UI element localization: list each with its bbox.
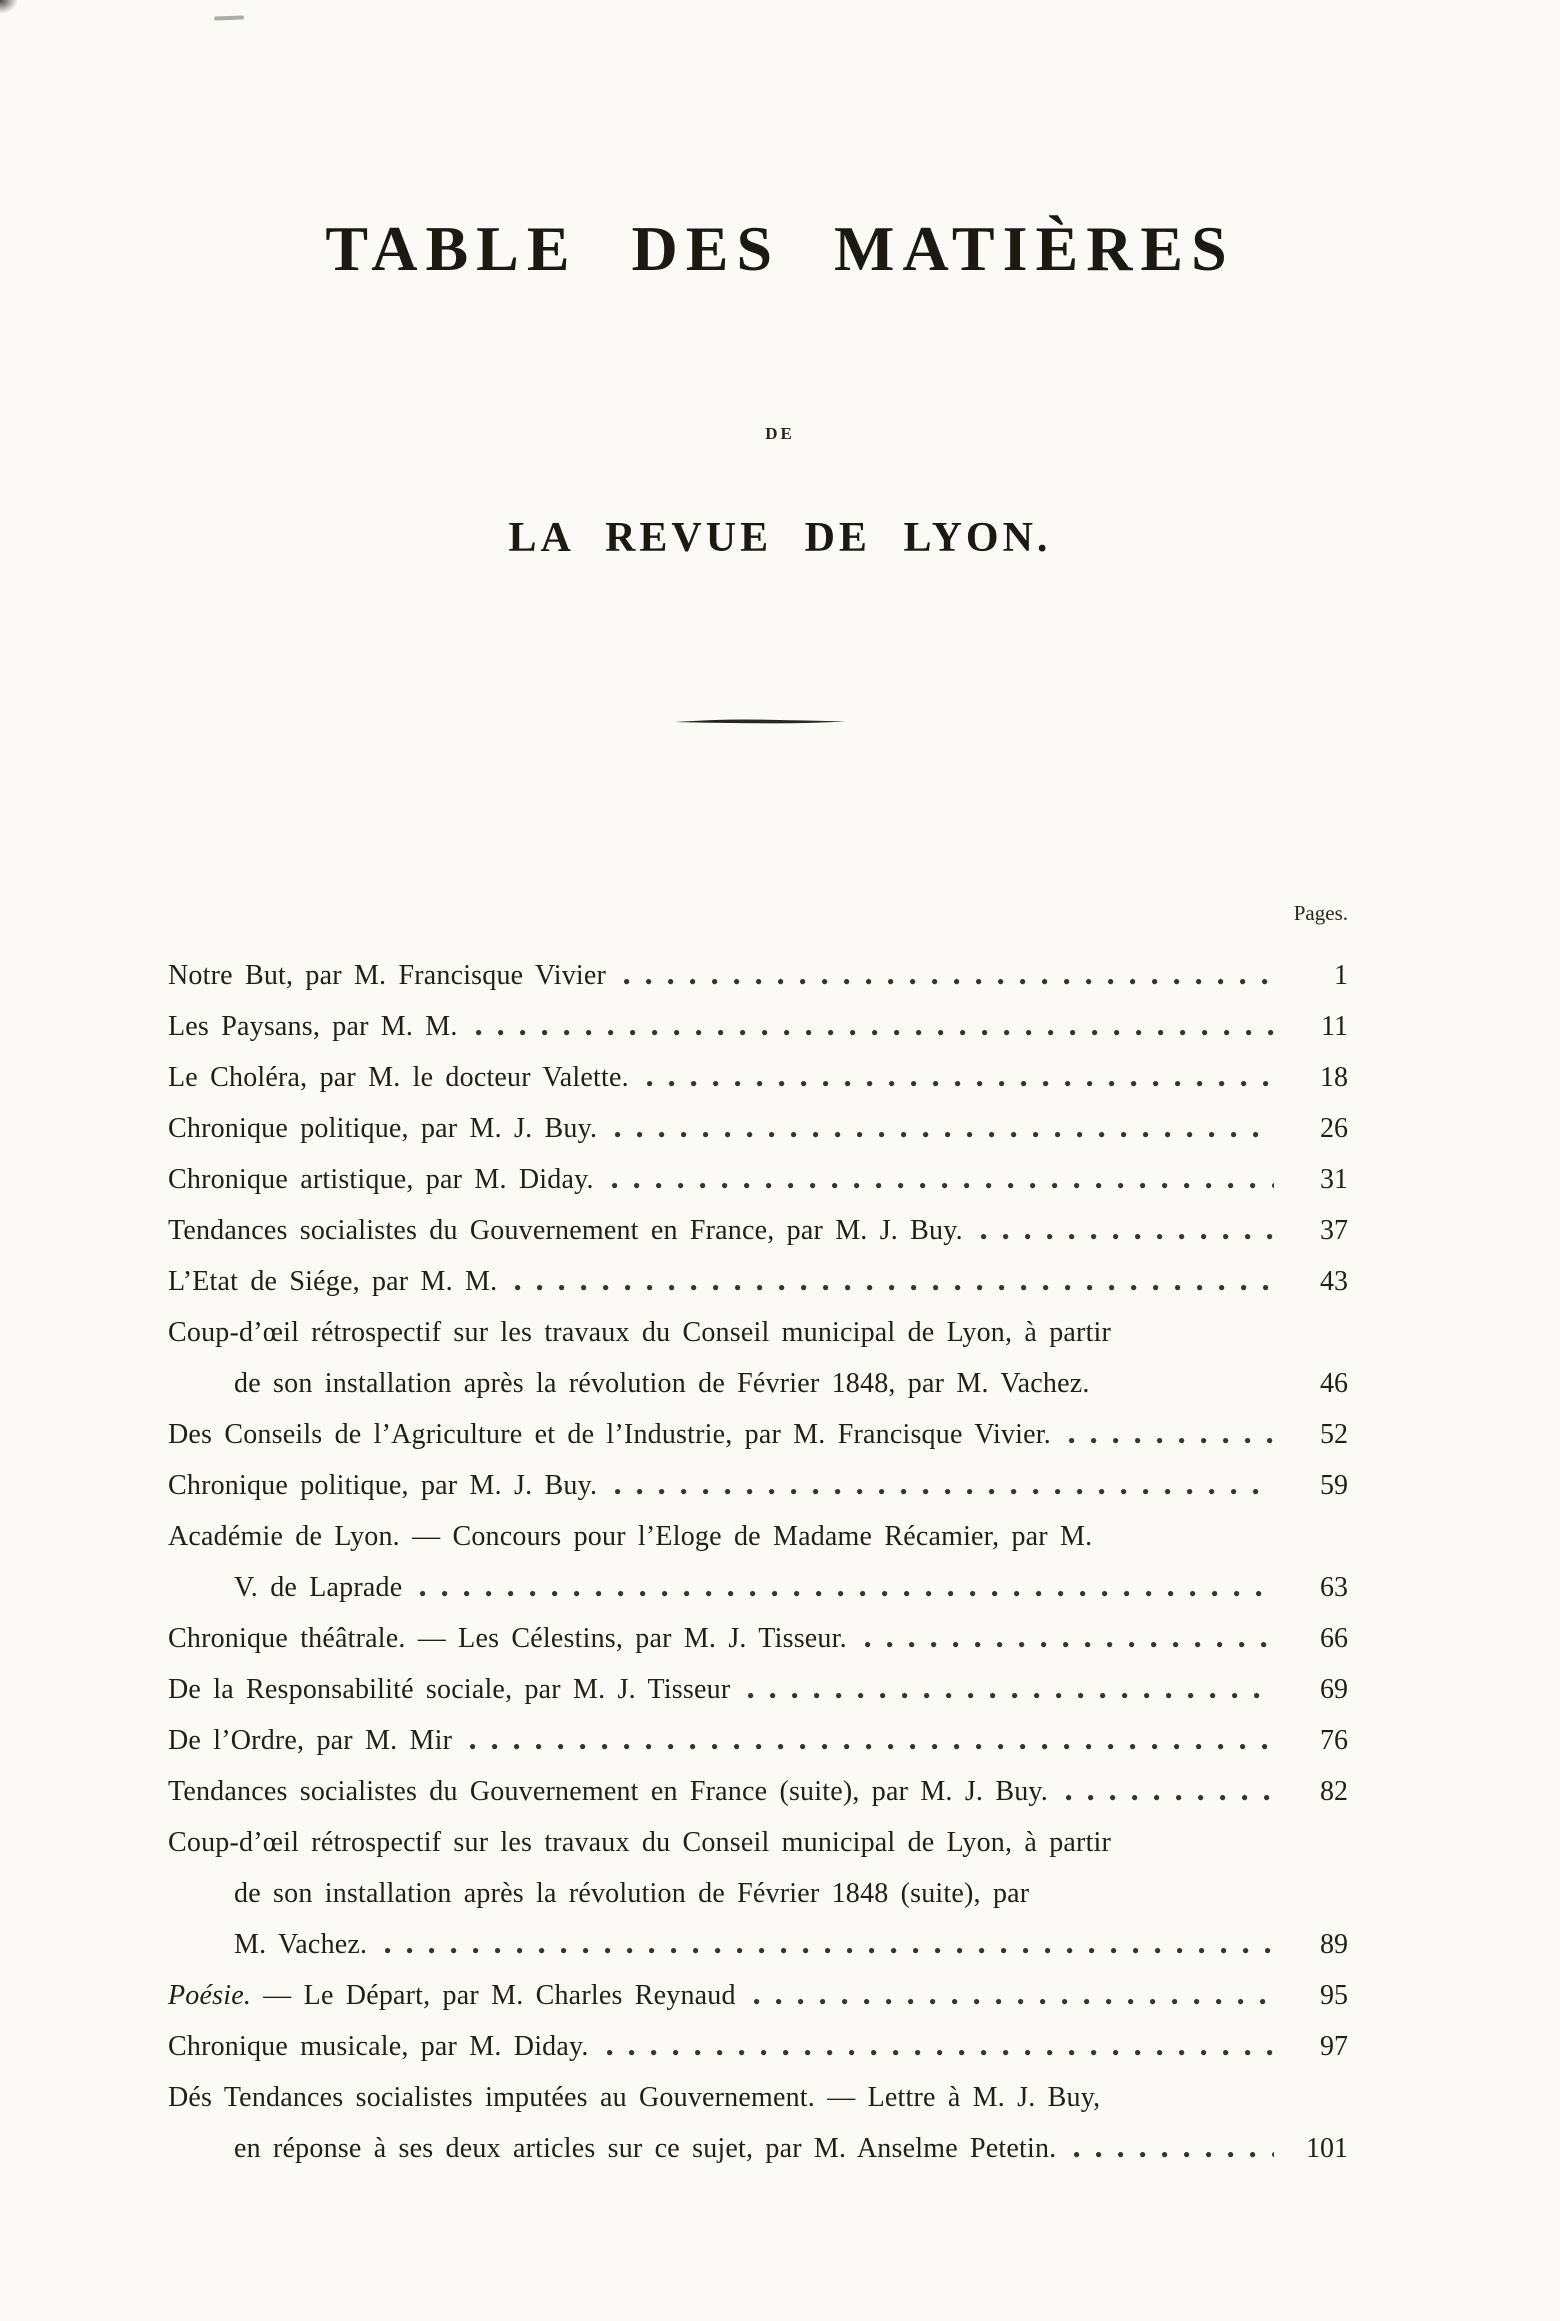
page-number: 82	[1320, 1776, 1348, 1807]
dot-leader	[383, 1919, 1274, 1970]
toc-entry-line	[168, 1664, 1348, 1715]
toc-entry-text: de son installation après la révolution de Février 1848, par M. Vachez.	[234, 1368, 1090, 1399]
toc-entry-text: Chronique théâtrale. — Les Célestins, par M. J. Tisseur.	[168, 1623, 847, 1654]
toc-entry-text: M. Vachez.	[234, 1929, 368, 1960]
page-number: 97	[1320, 2031, 1348, 2062]
scan-artifact	[0, 0, 18, 14]
dot-leader	[863, 1613, 1274, 1664]
dot-leader	[468, 1715, 1274, 1766]
dot-leader	[610, 1154, 1274, 1205]
toc-entry-text: De la Responsabilité sociale, par M. J. Tisseur	[168, 1674, 731, 1705]
toc-entry-line	[168, 1613, 1348, 1664]
toc-entry-text: Académie de Lyon. — Concours pour l’Eloge de Madame Récamier, par M.	[168, 1521, 1093, 1552]
page-number: 52	[1320, 1419, 1348, 1450]
toc-entry-text: Dés Tendances socialistes imputées au Gouvernement. — Lettre à M. J. Buy,	[168, 2082, 1101, 2113]
title-connector: DE	[765, 424, 795, 443]
toc-entry-text: Tendances socialistes du Gouvernement en France (suite), par M. J. Buy.	[168, 1776, 1048, 1807]
dot-leader	[613, 1103, 1274, 1154]
toc-entry-text: Notre But, par M. Francisque Vivier	[168, 960, 607, 991]
toc-entry-text: Chronique musicale, par M. Diday.	[168, 2031, 589, 2062]
toc-entry-line	[168, 1103, 1348, 1154]
page-number: 18	[1320, 1062, 1348, 1093]
toc-entry-text: L’Etat de Siége, par M. M.	[168, 1266, 498, 1297]
toc-entry-line	[168, 1868, 1348, 1919]
toc-entry-line	[168, 2021, 1348, 2072]
toc-entry-text: Coup-d’œil rétrospectif sur les travaux du Conseil municipal de Lyon, à partir	[168, 1827, 1112, 1858]
page-number: 63	[1320, 1572, 1348, 1603]
dot-leader	[474, 1001, 1274, 1052]
toc-entry-line	[168, 1715, 1348, 1766]
page-number: 95	[1320, 1980, 1348, 2011]
toc-entry-line	[168, 1409, 1348, 1460]
dot-leader	[1067, 1409, 1274, 1460]
page-number: 59	[1320, 1470, 1348, 1501]
toc-entry-line	[168, 1358, 1348, 1409]
toc-entry-line	[168, 1205, 1348, 1256]
dot-leader	[979, 1205, 1274, 1256]
toc-entry-text: de son installation après la révolution de Février 1848 (suite), par	[234, 1878, 1030, 1909]
toc-entry-line	[168, 1970, 1348, 2021]
page-number: 11	[1321, 1011, 1348, 1042]
toc-entry-text: Le Choléra, par M. le docteur Valette.	[168, 1062, 629, 1093]
page-number: 66	[1320, 1623, 1348, 1654]
page-number: 1	[1334, 960, 1348, 991]
dot-leader	[513, 1256, 1274, 1307]
toc-entry-line	[168, 1562, 1348, 1613]
toc-entry-text: De l’Ordre, par M. Mir	[168, 1725, 453, 1756]
dot-leader	[1064, 1766, 1274, 1817]
pages-column-header: Pages.	[1293, 901, 1348, 925]
toc-entry-line	[168, 2072, 1348, 2123]
page-subtitle: LA REVUE DE LYON.	[508, 515, 1052, 561]
toc-entry-line	[168, 1052, 1348, 1103]
toc-entry-line	[168, 1256, 1348, 1307]
toc-entry-line	[168, 1817, 1348, 1868]
swelled-rule-icon	[672, 717, 848, 727]
page-number: 101	[1306, 2133, 1348, 2164]
toc-entry-text: Coup-d’œil rétrospectif sur les travaux du Conseil municipal de Lyon, à partir	[168, 1317, 1112, 1348]
dot-leader	[613, 1460, 1274, 1511]
page-number: 76	[1320, 1725, 1348, 1756]
dot-leader	[645, 1052, 1274, 1103]
leader-spacer	[1090, 1358, 1286, 1409]
ornamental-rule	[672, 714, 848, 732]
toc-entry-line	[168, 1001, 1348, 1052]
toc-entry-text: Tendances socialistes du Gouvernement en France, par M. J. Buy.	[168, 1215, 963, 1246]
page-number: 37	[1320, 1215, 1348, 1246]
toc-entry-line	[168, 1919, 1348, 1970]
toc-entry-text: Les Paysans, par M. M.	[168, 1011, 458, 1042]
dot-leader	[418, 1562, 1274, 1613]
toc-entry-text: en réponse à ses deux articles sur ce sujet, par M. Anselme Petetin.	[234, 2133, 1057, 2164]
toc-entry-text: Des Conseils de l’Agriculture et de l’Industrie, par M. Francisque Vivier.	[168, 1419, 1051, 1450]
dot-leader	[622, 950, 1274, 1001]
toc-entry-line	[168, 1511, 1348, 1562]
toc-entry-text: Poésie. — Le Départ, par M. Charles Reynaud	[168, 1980, 736, 2011]
toc-entry-line	[168, 1460, 1348, 1511]
table-of-contents	[168, 950, 1348, 2174]
scan-artifact	[214, 15, 244, 20]
dot-leader	[746, 1664, 1274, 1715]
toc-entry-text: V. de Laprade	[234, 1572, 403, 1603]
dot-leader	[605, 2021, 1274, 2072]
toc-entry-line	[168, 1307, 1348, 1358]
toc-entry-line	[168, 1766, 1348, 1817]
page-title: TABLE DES MATIÈRES	[325, 213, 1235, 284]
toc-entry-line	[168, 950, 1348, 1001]
page-number: 26	[1320, 1113, 1348, 1144]
page-number: 89	[1320, 1929, 1348, 1960]
page-number: 43	[1320, 1266, 1348, 1297]
toc-entry-text: Chronique politique, par M. J. Buy.	[168, 1113, 598, 1144]
toc-entry-line	[168, 1154, 1348, 1205]
dot-leader	[1072, 2123, 1274, 2174]
page-number: 69	[1320, 1674, 1348, 1705]
toc-entry-line	[168, 2123, 1348, 2174]
toc-entry-text: Chronique politique, par M. J. Buy.	[168, 1470, 598, 1501]
toc-entry-text: Chronique artistique, par M. Diday.	[168, 1164, 594, 1195]
page-number: 31	[1320, 1164, 1348, 1195]
page-number: 46	[1320, 1368, 1348, 1399]
dot-leader	[752, 1970, 1274, 2021]
